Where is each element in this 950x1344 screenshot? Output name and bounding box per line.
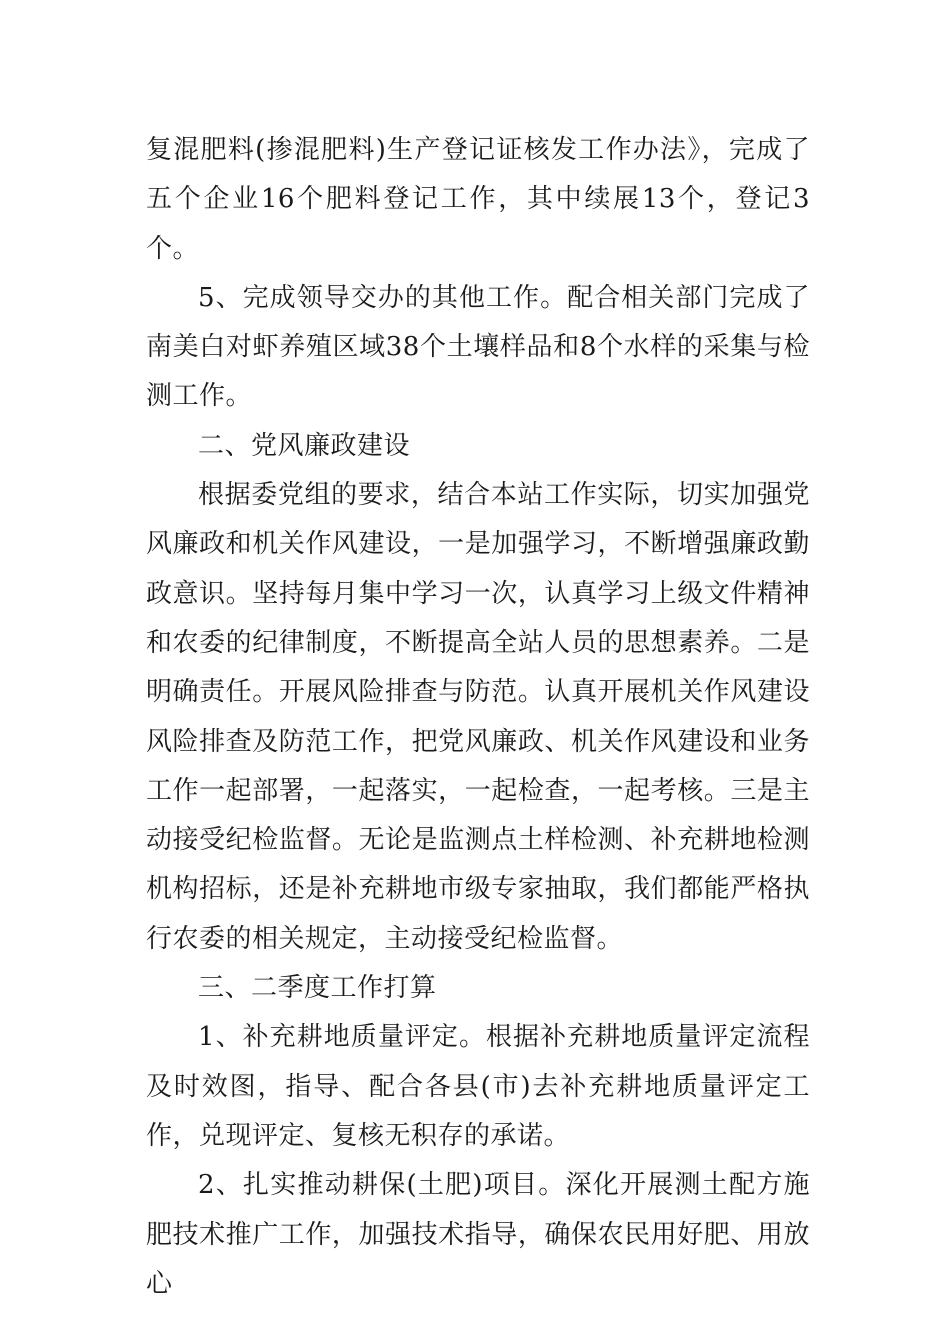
paragraph-fertilizer-registration: 复混肥料(掺混肥料)生产登记证核发工作办法》，完成了五个企业16个肥料登记工作，其中续展13个，登记3个。 bbox=[146, 135, 810, 264]
section-heading-q2-plan: 三、二季度工作打算 bbox=[198, 973, 437, 1004]
paragraph-soil-fertilizer-project: 2、扎实推动耕保(土肥)项目。深化开展测土配方施肥技术推广工作，加强技术指导，确保农民用好肥、用放心 bbox=[146, 1170, 810, 1299]
paragraph-party-integrity: 根据委党组的要求，结合本站工作实际，切实加强党风廉政和机关作风建设，一是加强学习，不断增强廉政勤政意识。坚持每月集中学习一次，认真学习上级文件精神和农委的纪律制度，不断提高全站人员的思想素养。二是明确责任。开展风险排查与防范。认真开展机关作风建设风险排查及防范工作，把党风廉政、机关作风建设和业务工作一起部署，一起落实，一起检查，一起考核。三是主动接受纪检监督。无论是监测点土样检测、补充耕地检测机构招标，还是补充耕地市级专家抽取，我们都能严格执行农委的相关规定，主动接受纪检监督。 bbox=[146, 480, 810, 954]
paragraph-farmland-quality: 1、补充耕地质量评定。根据补充耕地质量评定流程及时效图，指导、配合各县(市)去补充耕地质量评定工作，兑现评定、复核无积存的承诺。 bbox=[146, 1022, 810, 1151]
section-heading-party-integrity: 二、党风廉政建设 bbox=[198, 430, 411, 461]
paragraph-other-tasks: 5、完成领导交办的其他工作。配合相关部门完成了南美白对虾养殖区域38个土壤样品和8个水样的采集与检测工作。 bbox=[146, 282, 810, 412]
document-body bbox=[146, 126, 810, 1309]
